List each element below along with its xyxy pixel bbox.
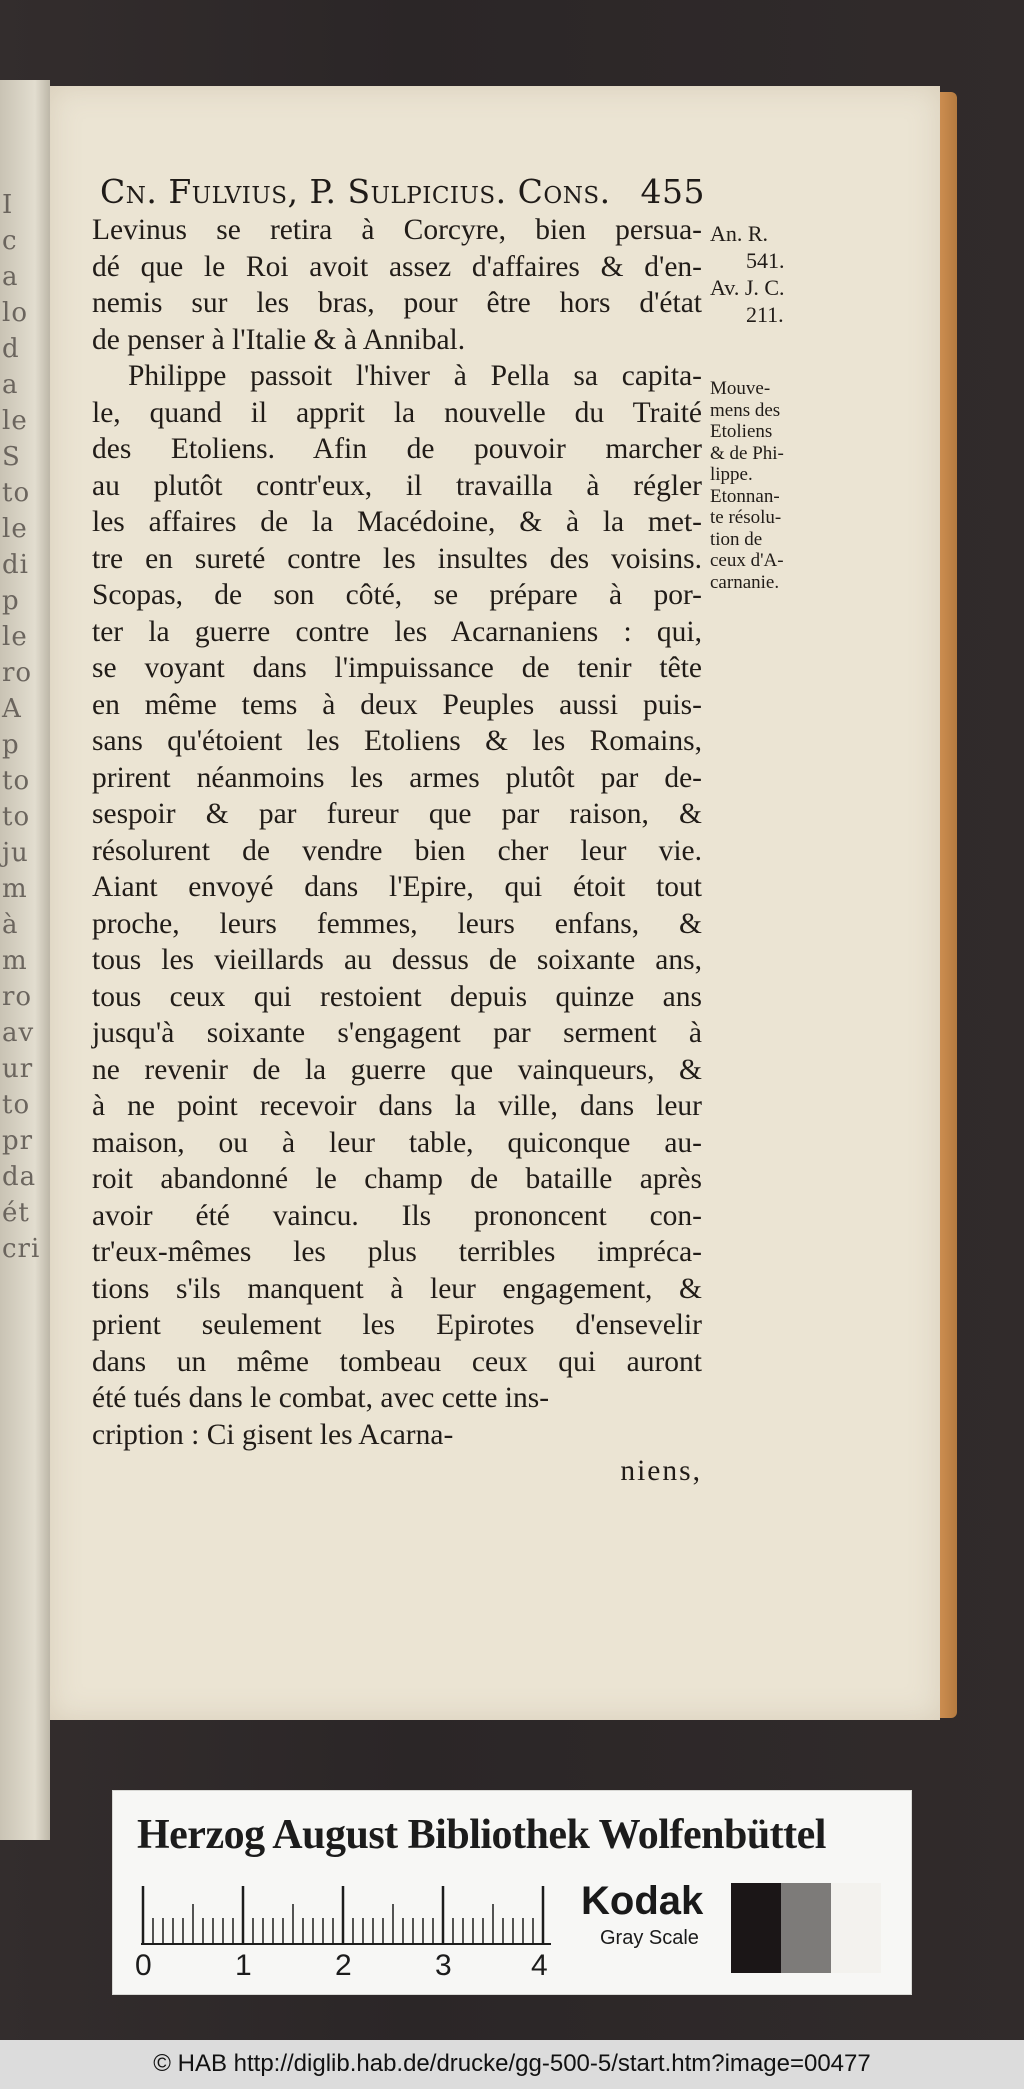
margin-line: mens des (710, 399, 781, 421)
facing-page-fragment: le (2, 622, 28, 652)
text-line: avoir été vaincu. Ils prononcent con- (92, 1199, 702, 1232)
facing-page-fragment: p (2, 730, 20, 760)
text-line: dé que le Roi avoit assez d'affaires & d'en- (92, 250, 702, 283)
text-line: jusqu'à soixante s'engagent par serment à (92, 1017, 702, 1049)
facing-page-fragment: S (2, 442, 21, 472)
facing-page-fragment: m (2, 946, 28, 976)
text-line: en même tems à deux Peuples aussi puis- (92, 688, 702, 721)
ruler-label: 0 (135, 1949, 152, 1982)
text-line: se voyant dans l'impuissance de tenir tête (92, 652, 702, 684)
page-number: 455 (640, 172, 705, 211)
facing-page-fragment: ro (2, 982, 33, 1012)
ruler-label: 3 (435, 1949, 452, 1982)
facing-page-fragment: d (2, 334, 20, 364)
text-line: Philippe passoit l'hiver à Pella sa capita- (128, 360, 702, 392)
gray-scale-label: Gray Scale (600, 1927, 699, 1949)
text-line: tous les vieillards au dessus de soixante ans, (92, 944, 702, 976)
text-line: au plutôt contr'eux, il travailla à régler (92, 469, 702, 502)
text-line: tions s'ils manquent à leur engagement, & (92, 1272, 702, 1305)
facing-page-fragment: a (2, 262, 19, 292)
text-line: tr'eux-mêmes les plus terribles impréca- (92, 1236, 702, 1268)
facing-page-edge (0, 80, 50, 1840)
margin-line: An. R. (710, 221, 769, 246)
gray-patch-dark (731, 1883, 781, 1973)
text-line: les affaires de la Macédoine, & à la met- (92, 506, 702, 538)
facing-page-fragment: ét (2, 1198, 30, 1228)
text-line: sespoir & par fureur que par raison, & (92, 798, 702, 830)
text-line: prient seulement les Epirotes d'ensevelir (92, 1309, 702, 1341)
kodak-logo: Kodak (581, 1879, 704, 1923)
facing-page-fragment: le (2, 514, 28, 544)
margin-year-note (710, 220, 840, 328)
margin-line: tion de (710, 528, 763, 550)
text-line: été tués dans le combat, avec cette ins- (92, 1382, 550, 1414)
margin-line: Mouve- (710, 378, 771, 399)
text-line: tous ceux qui restoient depuis quinze ans (92, 980, 702, 1013)
text-line: ter la guerre contre les Acarnaniens : qui, (92, 615, 702, 648)
facing-page-fragment: di (2, 550, 29, 580)
text-line: des Etoliens. Afin de pouvoir marcher (92, 433, 702, 465)
text-line: maison, ou à leur table, quiconque au- (92, 1126, 702, 1159)
facing-page-fragment: A (2, 694, 22, 724)
facing-page-fragment: à (2, 910, 19, 940)
facing-page-fragment: le (2, 406, 28, 436)
text-line: nemis sur les bras, pour être hors d'état (92, 287, 702, 319)
facing-page-fragment: to (2, 766, 31, 796)
ruler-label: 1 (235, 1949, 252, 1982)
copyright-link[interactable]: © HAB http://diglib.hab.de/drucke/gg-500-5/start.htm?image=00477 (153, 2050, 871, 2077)
facing-page-fragment: c (2, 226, 18, 256)
margin-line: Av. J. C. (710, 275, 785, 300)
text-line: tre en sureté contre les insultes des voisins. (92, 542, 702, 575)
facing-page-fragment: a (2, 370, 19, 400)
facing-page-fragment: to (2, 1090, 31, 1120)
ruler-label: 2 (335, 1949, 352, 1982)
margin-line: Etoliens (710, 421, 773, 442)
text-line: résolurent de vendre bien cher leur vie. (92, 834, 702, 867)
margin-line: & de Phi- (710, 442, 784, 464)
running-head (100, 172, 705, 211)
color-target (112, 1790, 912, 1995)
facing-page-fragment: cri (2, 1234, 41, 1264)
margin-line: 211. (746, 302, 784, 327)
margin-line: carnanie. (710, 571, 780, 593)
facing-page-fragment: I (2, 190, 14, 220)
text-line: cription : Ci gisent les Acarna- (92, 1418, 454, 1451)
margin-line: lippe. (710, 464, 753, 485)
ruler-label: 4 (531, 1949, 548, 1982)
text-line: prirent néanmoins les armes plutôt par de- (92, 761, 702, 794)
margin-line: ceux d'A- (710, 550, 784, 571)
facing-page-fragment: ro (2, 658, 33, 688)
facing-page-fragment: da (2, 1162, 37, 1192)
text-line: ne revenir de la guerre que vainqueurs, & (92, 1053, 702, 1086)
facing-page-fragment: ju (2, 838, 29, 868)
text-line: niens, (620, 1455, 702, 1487)
body-text (92, 212, 702, 1490)
facing-page-fragment: pr (2, 1126, 34, 1156)
text-line: sans qu'étoient les Etoliens & les Romains, (92, 725, 702, 757)
text-line: dans un même tombeau ceux qui auront (92, 1345, 702, 1378)
text-line: proche, leurs femmes, leurs enfans, & (92, 907, 702, 940)
margin-line: Etonnan- (710, 485, 780, 507)
facing-page-fragment: lo (2, 298, 28, 328)
running-head-title: Cn. Fulvius, P. Sulpicius. Cons. (100, 172, 611, 211)
text-line: Levinus se retira à Corcyre, bien persua- (92, 214, 702, 246)
margin-line: 541. (746, 248, 785, 273)
gray-patch-light (831, 1883, 881, 1973)
facing-page-fragment: ur (2, 1054, 34, 1084)
text-line: à ne point recevoir dans la ville, dans leur (92, 1090, 702, 1122)
footer-bar (0, 2040, 1024, 2089)
text-line: roit abandonné le champ de bataille après (92, 1163, 702, 1195)
facing-page-fragment: to (2, 478, 31, 508)
facing-page-fragment: m (2, 874, 28, 904)
gray-patch-mid (781, 1883, 831, 1973)
text-line: de penser à l'Italie & à Annibal. (92, 323, 466, 356)
text-line: Aiant envoyé dans l'Epire, qui étoit tout (92, 871, 702, 903)
target-title: Herzog August Bibliothek Wolfenbüttel (137, 1812, 826, 1858)
margin-summary-note (710, 378, 840, 593)
facing-page-fragment: p (2, 586, 20, 616)
facing-page-fragment: av (2, 1018, 35, 1048)
text-line: le, quand il apprit la nouvelle du Traité (92, 396, 702, 429)
facing-page-fragment: to (2, 802, 31, 832)
text-line: Scopas, de son côté, se prépare à por- (92, 579, 702, 611)
margin-line: te résolu- (710, 507, 782, 528)
